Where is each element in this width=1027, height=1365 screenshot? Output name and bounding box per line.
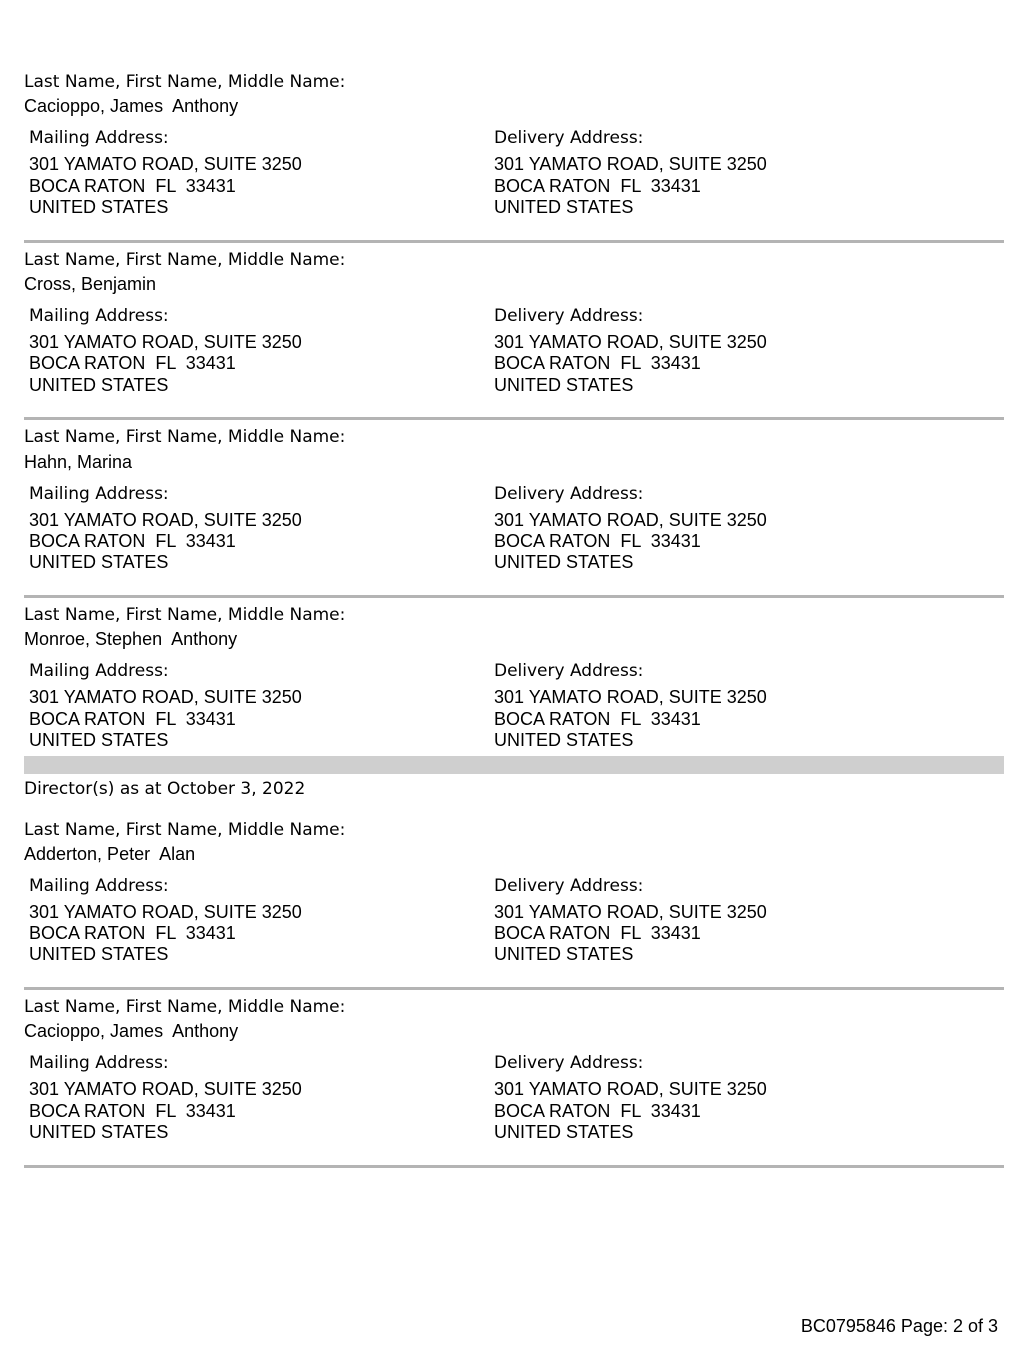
delivery-address-line: BOCA RATON FL 33431 bbox=[494, 353, 701, 373]
mailing-address-line: UNITED STATES bbox=[29, 552, 169, 572]
delivery-address-label: Delivery Address: bbox=[494, 306, 644, 326]
delivery-address-line: BOCA RATON FL 33431 bbox=[494, 1101, 701, 1121]
delivery-address-line: UNITED STATES bbox=[494, 944, 634, 964]
mailing-address-line: 301 YAMATO ROAD, SUITE 3250 bbox=[29, 332, 302, 352]
mailing-address-line: UNITED STATES bbox=[29, 197, 169, 217]
delivery-address-line: BOCA RATON FL 33431 bbox=[494, 531, 701, 551]
name-label: Last Name, First Name, Middle Name: bbox=[24, 427, 346, 447]
delivery-address-label: Delivery Address: bbox=[494, 128, 644, 148]
mailing-address-line: UNITED STATES bbox=[29, 944, 169, 964]
delivery-address-label: Delivery Address: bbox=[494, 661, 644, 681]
name-label: Last Name, First Name, Middle Name: bbox=[24, 72, 346, 92]
delivery-address-line: 301 YAMATO ROAD, SUITE 3250 bbox=[494, 154, 767, 174]
person-name: Hahn, Marina bbox=[24, 452, 133, 472]
mailing-address-line: 301 YAMATO ROAD, SUITE 3250 bbox=[29, 687, 302, 707]
mailing-address-line: UNITED STATES bbox=[29, 730, 169, 750]
mailing-address-line: UNITED STATES bbox=[29, 1122, 169, 1142]
mailing-address-label: Mailing Address: bbox=[29, 661, 169, 681]
delivery-address-line: UNITED STATES bbox=[494, 552, 634, 572]
mailing-address-line: BOCA RATON FL 33431 bbox=[29, 923, 236, 943]
mailing-address-line: 301 YAMATO ROAD, SUITE 3250 bbox=[29, 1079, 302, 1099]
person-name: Adderton, Peter Alan bbox=[24, 844, 196, 864]
person-name: Monroe, Stephen Anthony bbox=[24, 629, 238, 649]
mailing-address-label: Mailing Address: bbox=[29, 484, 169, 504]
mailing-address-label: Mailing Address: bbox=[29, 306, 169, 326]
delivery-address-label: Delivery Address: bbox=[494, 1053, 644, 1073]
mailing-address-line: BOCA RATON FL 33431 bbox=[29, 1101, 236, 1121]
delivery-address-line: 301 YAMATO ROAD, SUITE 3250 bbox=[494, 332, 767, 352]
mailing-address-line: 301 YAMATO ROAD, SUITE 3250 bbox=[29, 902, 302, 922]
delivery-address-line: 301 YAMATO ROAD, SUITE 3250 bbox=[494, 510, 767, 530]
delivery-address-line: UNITED STATES bbox=[494, 197, 634, 217]
page-footer: BC0795846 Page: 2 of 3 bbox=[800, 1316, 998, 1336]
mailing-address-label: Mailing Address: bbox=[29, 1053, 169, 1073]
name-label: Last Name, First Name, Middle Name: bbox=[24, 820, 346, 840]
delivery-address-line: 301 YAMATO ROAD, SUITE 3250 bbox=[494, 1079, 767, 1099]
name-label: Last Name, First Name, Middle Name: bbox=[24, 605, 346, 625]
section-band bbox=[24, 756, 1004, 774]
mailing-address-line: BOCA RATON FL 33431 bbox=[29, 531, 236, 551]
mailing-address-line: 301 YAMATO ROAD, SUITE 3250 bbox=[29, 154, 302, 174]
person-name: Cacioppo, James Anthony bbox=[24, 1021, 239, 1041]
delivery-address-label: Delivery Address: bbox=[494, 876, 644, 896]
mailing-address-line: UNITED STATES bbox=[29, 375, 169, 395]
delivery-address-line: 301 YAMATO ROAD, SUITE 3250 bbox=[494, 687, 767, 707]
mailing-address-line: BOCA RATON FL 33431 bbox=[29, 176, 236, 196]
mailing-address-line: BOCA RATON FL 33431 bbox=[29, 709, 236, 729]
section-divider bbox=[24, 987, 1004, 990]
directors-heading: Director(s) as at October 3, 2022 bbox=[24, 779, 306, 799]
delivery-address-line: BOCA RATON FL 33431 bbox=[494, 709, 701, 729]
mailing-address-label: Mailing Address: bbox=[29, 128, 169, 148]
person-name: Cross, Benjamin bbox=[24, 274, 157, 294]
delivery-address-line: BOCA RATON FL 33431 bbox=[494, 176, 701, 196]
delivery-address-line: BOCA RATON FL 33431 bbox=[494, 923, 701, 943]
section-divider bbox=[24, 1165, 1004, 1168]
mailing-address-line: BOCA RATON FL 33431 bbox=[29, 353, 236, 373]
section-divider bbox=[24, 240, 1004, 243]
mailing-address-label: Mailing Address: bbox=[29, 876, 169, 896]
mailing-address-line: 301 YAMATO ROAD, SUITE 3250 bbox=[29, 510, 302, 530]
section-divider bbox=[24, 595, 1004, 598]
person-name: Cacioppo, James Anthony bbox=[24, 96, 239, 116]
delivery-address-line: 301 YAMATO ROAD, SUITE 3250 bbox=[494, 902, 767, 922]
delivery-address-label: Delivery Address: bbox=[494, 484, 644, 504]
delivery-address-line: UNITED STATES bbox=[494, 730, 634, 750]
name-label: Last Name, First Name, Middle Name: bbox=[24, 997, 346, 1017]
delivery-address-line: UNITED STATES bbox=[494, 1122, 634, 1142]
delivery-address-line: UNITED STATES bbox=[494, 375, 634, 395]
name-label: Last Name, First Name, Middle Name: bbox=[24, 250, 346, 270]
section-divider bbox=[24, 417, 1004, 420]
